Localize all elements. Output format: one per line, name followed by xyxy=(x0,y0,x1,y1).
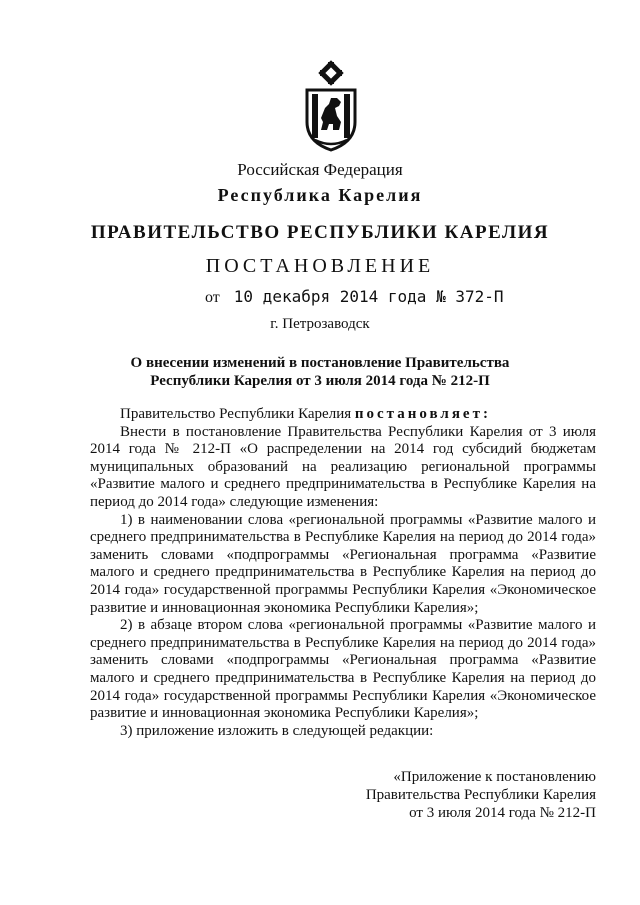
paragraph-item-1: 1) в наименовании слова «региональной программы «Развитие малого и среднего предпринимательства в Республике Карелия на период до 2014 года» заменить словами «подпрограммы «Региональная программа «Развитие малого и среднего предпринимательства в Республике Карелия на период до 2014 года» государственной программы Республики Карелия «Экономическое развитие и инновационная экономика Республики Карелия»; xyxy=(90,511,596,616)
government-title: ПРАВИТЕЛЬСТВО РЕСПУБЛИКИ КАРЕЛИЯ xyxy=(90,222,550,243)
intro-paragraph xyxy=(90,406,596,424)
appendix-header xyxy=(366,768,596,822)
document-type: ПОСТАНОВЛЕНИЕ xyxy=(205,255,435,277)
intro-resolves: постановляет: xyxy=(354,406,491,422)
paragraph-item-3: 3) приложение изложить в следующей редакции: xyxy=(120,722,434,739)
paragraph-item-2: 2) в абзаце втором слова «региональной программы «Развитие малого и среднего предпринимательства в Республике Карелия на период до 2014 года» заменить словами «подпрограммы «Региональная программа «Развитие малого и среднего предпринимательства в Республике Карелия на период до 2014 года» государственной программы Республики Карелия «Экономическое развитие и инновационная экономика Республики Карелия»; xyxy=(90,617,596,722)
country-name: Российская Федерация xyxy=(237,160,403,179)
appendix-line-3: от 3 июля 2014 года № 212-П xyxy=(409,805,596,821)
document-date-number xyxy=(205,287,504,307)
star-icon xyxy=(318,60,343,85)
city: г. Петрозаводск xyxy=(270,316,370,332)
intro-text: Правительство Республики Карелия xyxy=(120,406,355,422)
paragraph-main: Внести в постановление Правительства Республики Карелия от 3 июля 2014 года № 212-П «О распределении на 2014 год субсидий бюджетам муниципальных образований на реализацию региональной программы «Развитие малого и среднего предпринимательства в Республике Карелия на период до 2014 года» следующие изменения: xyxy=(90,423,596,510)
subject-line-2: Республики Карелия от 3 июля 2014 года № 212-П xyxy=(150,373,490,389)
date-number-typed: 10 декабря 2014 года № 372-П xyxy=(233,287,504,306)
republic-name: Республика Карелия xyxy=(217,185,423,205)
appendix-line-2: Правительства Республики Карелия xyxy=(365,787,596,803)
appendix-line-1: «Приложение к постановлению xyxy=(393,769,596,785)
document-subject xyxy=(0,354,640,390)
karelia-coat-of-arms-icon xyxy=(295,60,367,152)
date-prefix: от xyxy=(205,289,220,306)
document-body xyxy=(90,406,596,740)
subject-line-1: О внесении изменений в постановление Правительства xyxy=(130,355,510,371)
